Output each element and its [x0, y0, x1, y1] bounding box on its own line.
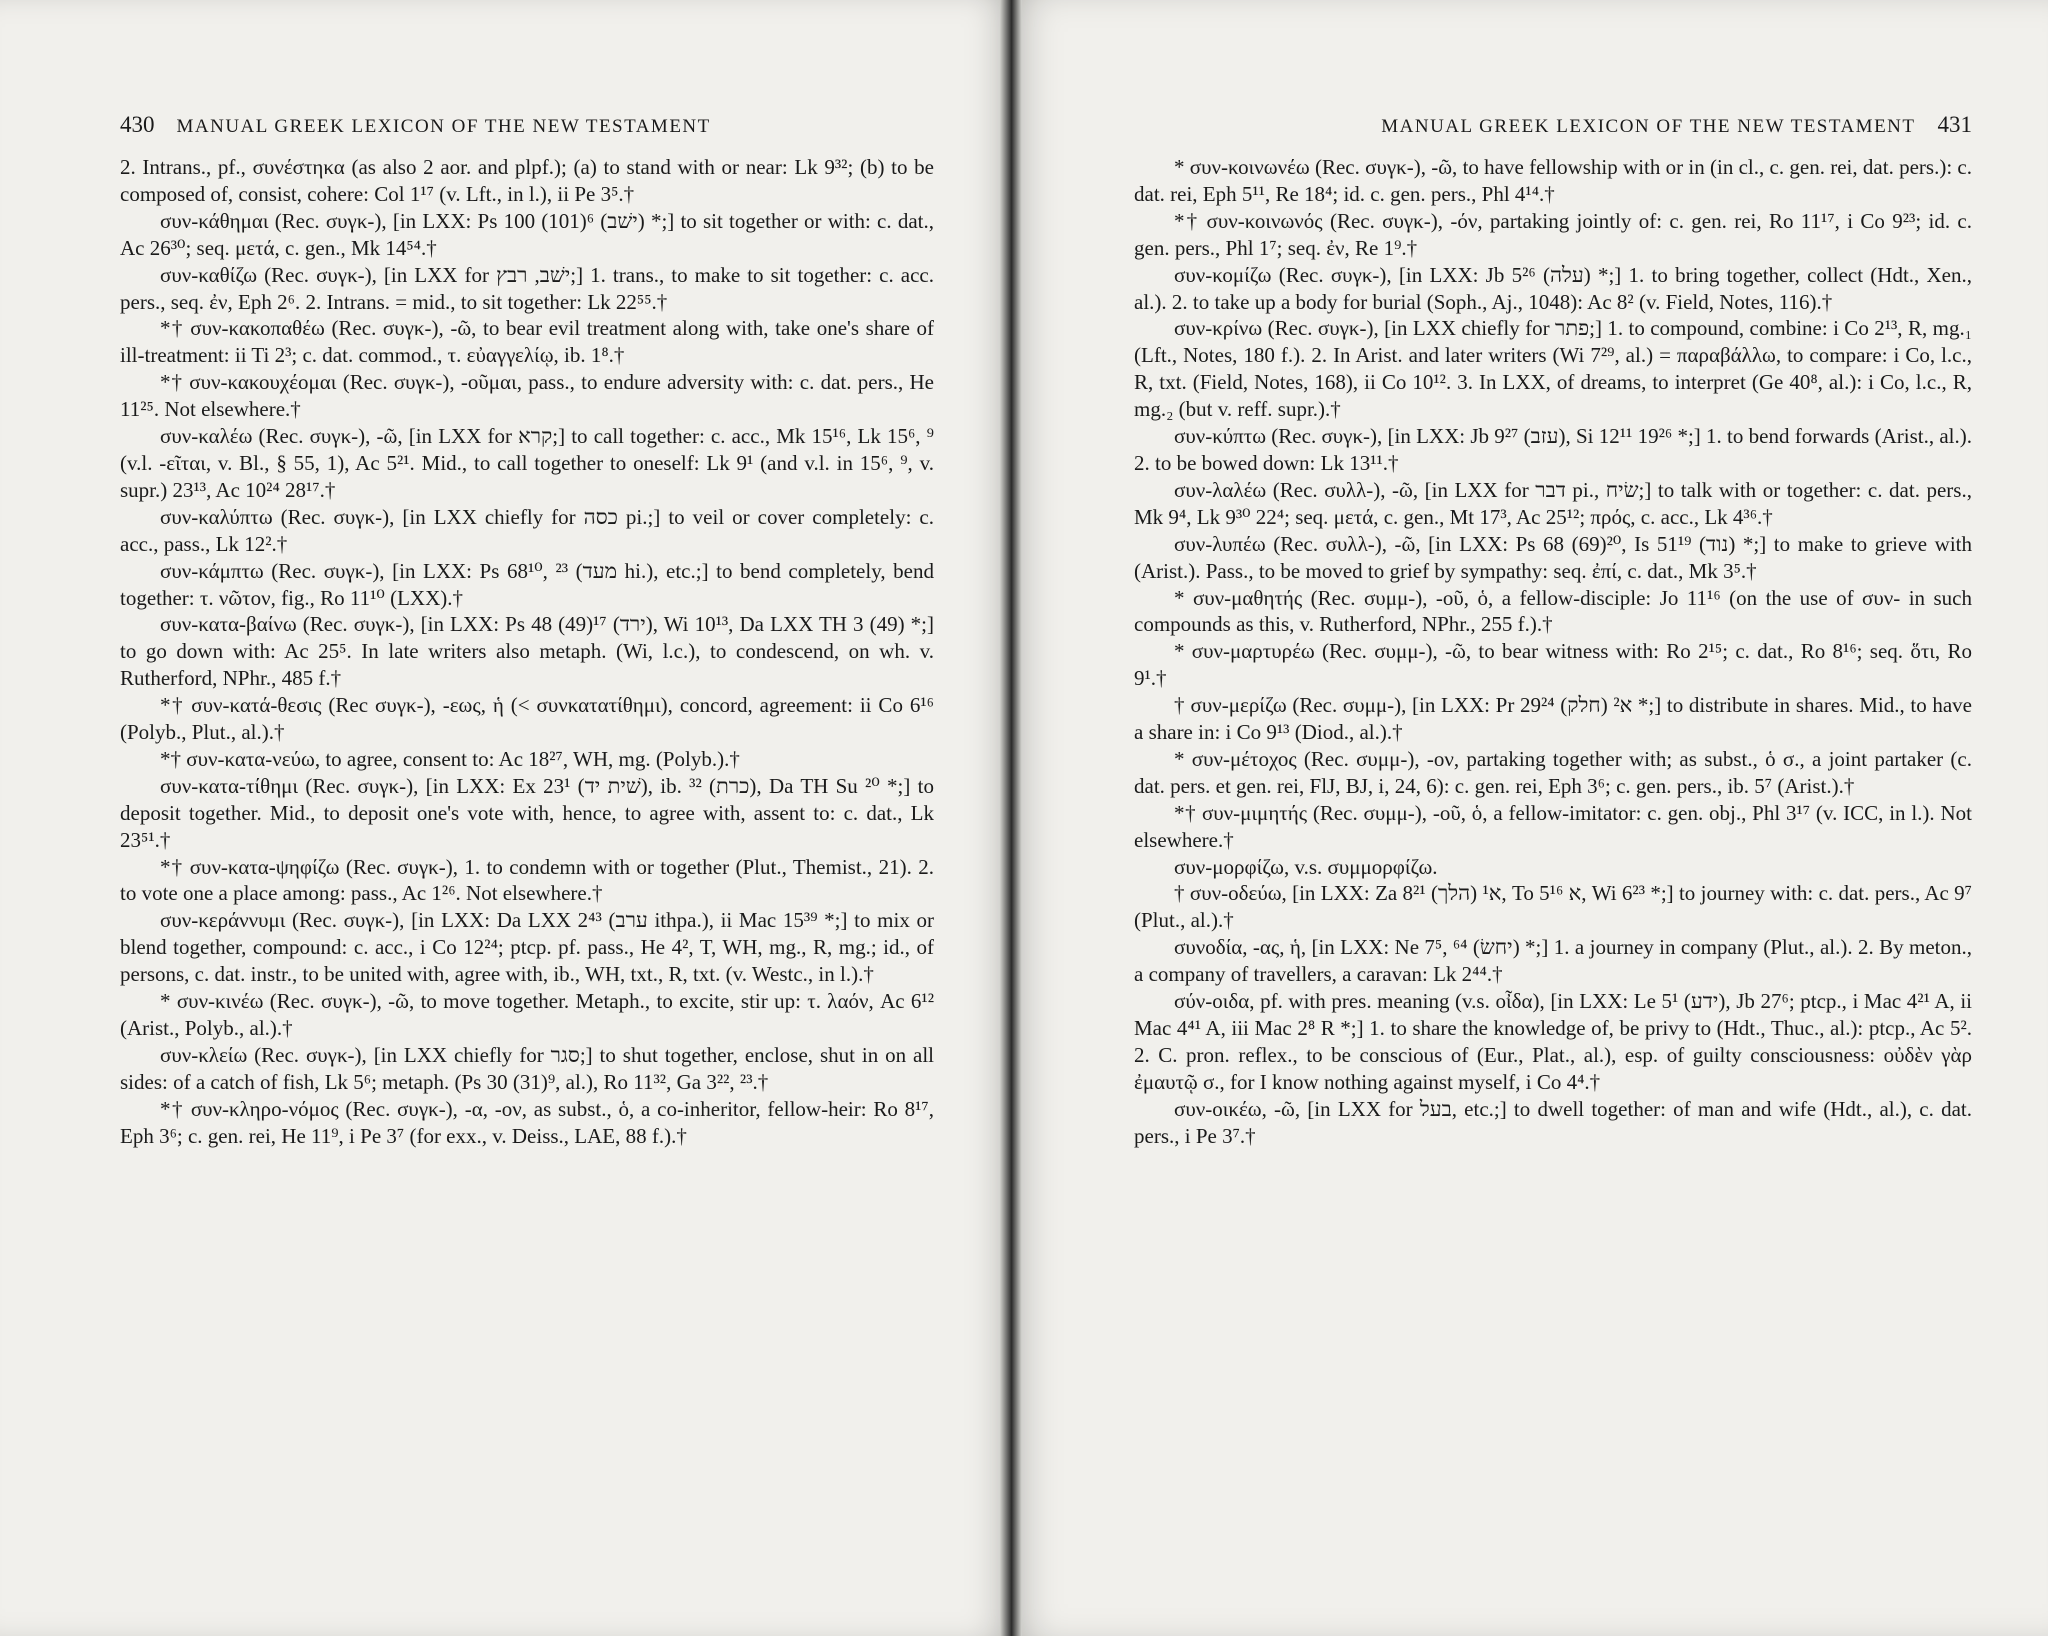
- lexicon-entry: *† συν-κατά-θεσις (Rec συγκ-), -εως, ἡ (< συνκατατίθημι), concord, agreement: ii Co 6¹⁶ (Polyb., Plut., al.).†: [120, 693, 934, 745]
- lexicon-entry: *† συν-κατα-νεύω, to agree, consent to: Ac 18²⁷, WH, mg. (Polyb.).†: [160, 746, 740, 771]
- lexicon-entry: *† συν-κοινωνός (Rec. συγκ-), -όν, partaking jointly of: c. gen. rei, Ro 11¹⁷, i Co 9²³; id. c. gen. pers., Phl 1⁷; seq. ἐν, Re 1⁹.†: [1134, 208, 1972, 260]
- lexicon-entry: συν-λαλέω (Rec. συλλ-), -ῶ, [in LXX for דבר pi., שׂיח;] to talk with or together: c. dat. pers., Mk 9⁴, Lk 9³⁰ 22⁴; seq. μετά, c. gen., Mt 17³, Ac 25¹²; πρός, c. acc., Lk 4³⁶.†: [1134, 477, 1972, 529]
- lexicon-entry: συν-καλέω (Rec. συγκ-), -ῶ, [in LXX for קרא;] to call together: c. acc., Mk 15¹⁶, Lk 15⁶, ⁹ (v.l. -εῖται, v. Bl., § 55, 1), Ac 5²¹. Mid., to call together to oneself: Lk 9¹ (and v.l. in 15⁶, ⁹, v. supr.) 23¹³, Ac 10²⁴ 28¹⁷.†: [120, 424, 934, 502]
- left-page: [0, 0, 1010, 1636]
- lexicon-entry: συν-καλύπτω (Rec. συγκ-), [in LXX chiefly for כסה pi.;] to veil or cover completely: c. acc., pass., Lk 12².†: [120, 504, 934, 556]
- book-gutter: [1000, 0, 1022, 1636]
- lexicon-entry: συν-κάθημαι (Rec. συγκ-), [in LXX: Ps 100 (101)⁶ (ישׁב) *;] to sit together or with: c. dat., Ac 26³⁰; seq. μετά, c. gen., Mk 14⁵⁴.†: [120, 208, 934, 260]
- lexicon-entry: συν-κύπτω (Rec. συγκ-), [in LXX: Jb 9²⁷ (עזב), Si 12¹¹ 19²⁶ *;] 1. to bend forwards (Arist., al.). 2. to be bowed down: Lk 13¹¹.†: [1134, 424, 1972, 475]
- lexicon-entry: † συν-οδεύω, [in LXX: Za 8²¹ א¹ (הלך), To 5¹⁶ א, Wi 6²³ *;] to journey with: c. dat. pers., Ac 9⁷ (Plut., al.).†: [1134, 881, 1972, 933]
- right-running-title: MANUAL GREEK LEXICON OF THE NEW TESTAMENT: [1381, 116, 1916, 137]
- right-page: [1010, 0, 2048, 1636]
- lexicon-entry: συνοδία, -ας, ἡ, [in LXX: Ne 7⁵, ⁶⁴ (יחשׂ) *;] 1. a journey in company (Plut., al.). 2. By meton., a company of travellers, a caravan: Lk 2⁴⁴.†: [1134, 935, 1972, 987]
- lexicon-entry: *† συν-κληρο-νόμος (Rec. συγκ-), -α, -ον, as subst., ὁ, a co-inheritor, fellow-heir: Ro 8¹⁷, Eph 3⁶; c. gen. rei, He 11⁹, i Pe 3⁷ (for exx., v. Deiss., LAE, 88 f.).†: [120, 1096, 934, 1148]
- lexicon-entry: *† συν-κακουχέομαι (Rec. συγκ-), -οῦμαι, pass., to endure adversity with: c. dat. pers., He 11²⁵. Not elsewhere.†: [120, 370, 934, 422]
- lexicon-entry: συν-κρίνω (Rec. συγκ-), [in LXX chiefly for פתר;] 1. to compound, combine: i Co 2¹³, R, mg.₁ (Lft., Notes, 180 f.). 2. In Arist. and later writers (Wi 7²⁹, al.) = παραβάλλω, to compare: i Co, l.c., R, txt. (Field, Notes, 168), ii Co 10¹². 3. In LXX, of dreams, to interpret (Ge 40⁸, al.): i Co, l.c., R, mg.₂ (but v. reff. supr.).†: [1134, 316, 1973, 422]
- lexicon-entry: συν-κατα-βαίνω (Rec. συγκ-), [in LXX: Ps 48 (49)¹⁷ (ירד), Wi 10¹³, Da LXX TH 3 (49) *;] to go down with: Ac 25⁵. In late writers also metaph. (Wi, l.c.), to condescend, on wh. v. Rutherford, NPhr., 485 f.†: [120, 612, 934, 691]
- right-page-number: 431: [1937, 112, 1972, 137]
- lexicon-entry: *† συν-μιμητής (Rec. συμμ-), -οῦ, ὁ, a fellow-imitator: c. gen. obj., Phl 3¹⁷ (v. ICC, in l.). Not elsewhere.†: [1134, 800, 1972, 852]
- lexicon-entry: συν-οικέω, -ῶ, [in LXX for בעל, etc.;] to dwell together: of man and wife (Hdt., al.), c. dat. pers., i Pe 3⁷.†: [1134, 1096, 1972, 1148]
- lexicon-entry: συν-μορφίζω, v.s. συμμορφίζω.: [1174, 854, 1438, 879]
- left-running-head: [120, 112, 934, 140]
- left-running-title: MANUAL GREEK LEXICON OF THE NEW TESTAMENT: [176, 116, 711, 137]
- lexicon-entry: συν-κομίζω (Rec. συγκ-), [in LXX: Jb 5²⁶ (עלה) *;] 1. to bring together, collect (Hdt., Xen., al.). 2. to take up a body for burial (Soph., Aj., 1048): Ac 8² (v. Field, Notes, 116).†: [1134, 262, 1972, 314]
- left-page-number: 430: [120, 112, 155, 137]
- lexicon-entry: συν-κλείω (Rec. συγκ-), [in LXX chiefly for סגר;] to shut together, enclose, shut in on all sides: of a catch of fish, Lk 5⁶; metaph. (Ps 30 (31)⁹, al.), Ro 11³², Ga 3²², ²³.†: [120, 1042, 935, 1094]
- lexicon-entry: συν-κάμπτω (Rec. συγκ-), [in LXX: Ps 68¹⁰, ²³ (מעד hi.), etc.;] to bend completely, bend together: τ. νῶτον, fig., Ro 11¹⁰ (LXX).†: [120, 558, 934, 610]
- lexicon-entry: * συν-κινέω (Rec. συγκ-), -ῶ, to move together. Metaph., to excite, stir up: τ. λαόν, Ac 6¹² (Arist., Polyb., al.).†: [120, 989, 934, 1040]
- lexicon-entry: * συν-μαρτυρέω (Rec. συμμ-), -ῶ, to bear witness with: Ro 2¹⁵; c. dat., Ro 8¹⁶; seq. ὅτι, Ro 9¹.†: [1134, 639, 1972, 691]
- right-entries: [1134, 154, 1972, 1150]
- lexicon-entry: *† συν-κακοπαθέω (Rec. συγκ-), -ῶ, to bear evil treatment along with, take one's share of ill-treatment: ii Ti 2³; c. dat. commod., τ. εὐαγγελίῳ, ib. 1⁸.†: [120, 316, 934, 368]
- left-entries: [120, 154, 934, 1150]
- right-running-head: [1134, 112, 1972, 140]
- lexicon-entry: 2. Intrans., pf., συνέστηκα (as also 2 aor. and plpf.); (a) to stand with or near: Lk 9³²; (b) to be composed of, consist, cohere: Col 1¹⁷ (v. Lft., in l.), ii Pe 3⁵.†: [120, 155, 934, 206]
- lexicon-entry: συν-λυπέω (Rec. συλλ-), -ῶ, [in LXX: Ps 68 (69)²⁰, Is 51¹⁹ (נוד) *;] to make to grieve with (Arist.). Pass., to be moved to grief by sympathy: seq. ἐπί, c. dat., Mk 3⁵.†: [1134, 531, 1972, 583]
- lexicon-entry: * συν-μέτοχος (Rec. συμμ-), -ον, partaking together with; as subst., ὁ σ., a joint partaker (c. dat. pers. et gen. rei, FlJ, BJ, i, 24, 6): c. gen. rei, Eph 3⁶; c. gen. pers., ib. 5⁷ (Arist.).†: [1134, 746, 1972, 798]
- lexicon-entry: † συν-μερίζω (Rec. συμμ-), [in LXX: Pr 29²⁴ א² (חלק) *;] to distribute in shares. Mid., to have a share in: i Co 9¹³ (Diod., al.).†: [1134, 693, 1972, 745]
- lexicon-entry: συν-κεράννυμι (Rec. συγκ-), [in LXX: Da LXX 2⁴³ (ערב ithpa.), ii Mac 15³⁹ *;] to mix or blend together, compound: c. acc., i Co 12²⁴; ptcp. pf. pass., He 4², T, WH, mg., R, mg.; id., of persons, c. dat. instr., to be united with, agree with, ib., WH, txt., R, txt. (v. Westc., in l.).†: [120, 908, 934, 987]
- lexicon-entry: * συν-μαθητής (Rec. συμμ-), -οῦ, ὁ, a fellow-disciple: Jo 11¹⁶ (on the use of συν- in such compounds as this, v. Rutherford, NPhr., 255 f.).†: [1134, 585, 1972, 637]
- lexicon-entry: σύν-οιδα, pf. with pres. meaning (v.s. οἶδα), [in LXX: Le 5¹ (ידע), Jb 27⁶; ptcp., i Mac 4²¹ A, ii Mac 4⁴¹ A, iii Mac 2⁸ R *;] 1. to share the knowledge of, be privy to (Hdt., Thuc., al.): ptcp., Ac 5². 2. C. pron. reflex., to be conscious of (Eur., Plat., al.), esp. of guilty consciousness: οὐδὲν γὰρ ἐμαυτῷ σ., for I know nothing against myself, i Co 4⁴.†: [1134, 989, 1972, 1094]
- lexicon-entry: * συν-κοινωνέω (Rec. συγκ-), -ῶ, to have fellowship with or in (in cl., c. gen. rei, dat. pers.): c. dat. rei, Eph 5¹¹, Re 18⁴; id. c. gen. pers., Phl 4¹⁴.†: [1134, 155, 1972, 206]
- lexicon-entry: *† συν-κατα-ψηφίζω (Rec. συγκ-), 1. to condemn with or together (Plut., Themist., 21). 2. to vote one a place among: pass., Ac 1²⁶. Not elsewhere.†: [120, 854, 934, 906]
- lexicon-entry: συν-καθίζω (Rec. συγκ-), [in LXX for ישׁב, רבץ;] 1. trans., to make to sit together: c. acc. pers., seq. ἐν, Eph 2⁶. 2. Intrans. = mid., to sit together: Lk 22⁵⁵.†: [120, 262, 935, 314]
- lexicon-entry: συν-κατα-τίθημι (Rec. συγκ-), [in LXX: Ex 23¹ (שׁית יד), ib. ³² (כרת), Da TH Su ²⁰ *;] to deposit together. Mid., to deposit one's vote with, hence, to agree with, assent to: c. dat., Lk 23⁵¹.†: [120, 773, 934, 852]
